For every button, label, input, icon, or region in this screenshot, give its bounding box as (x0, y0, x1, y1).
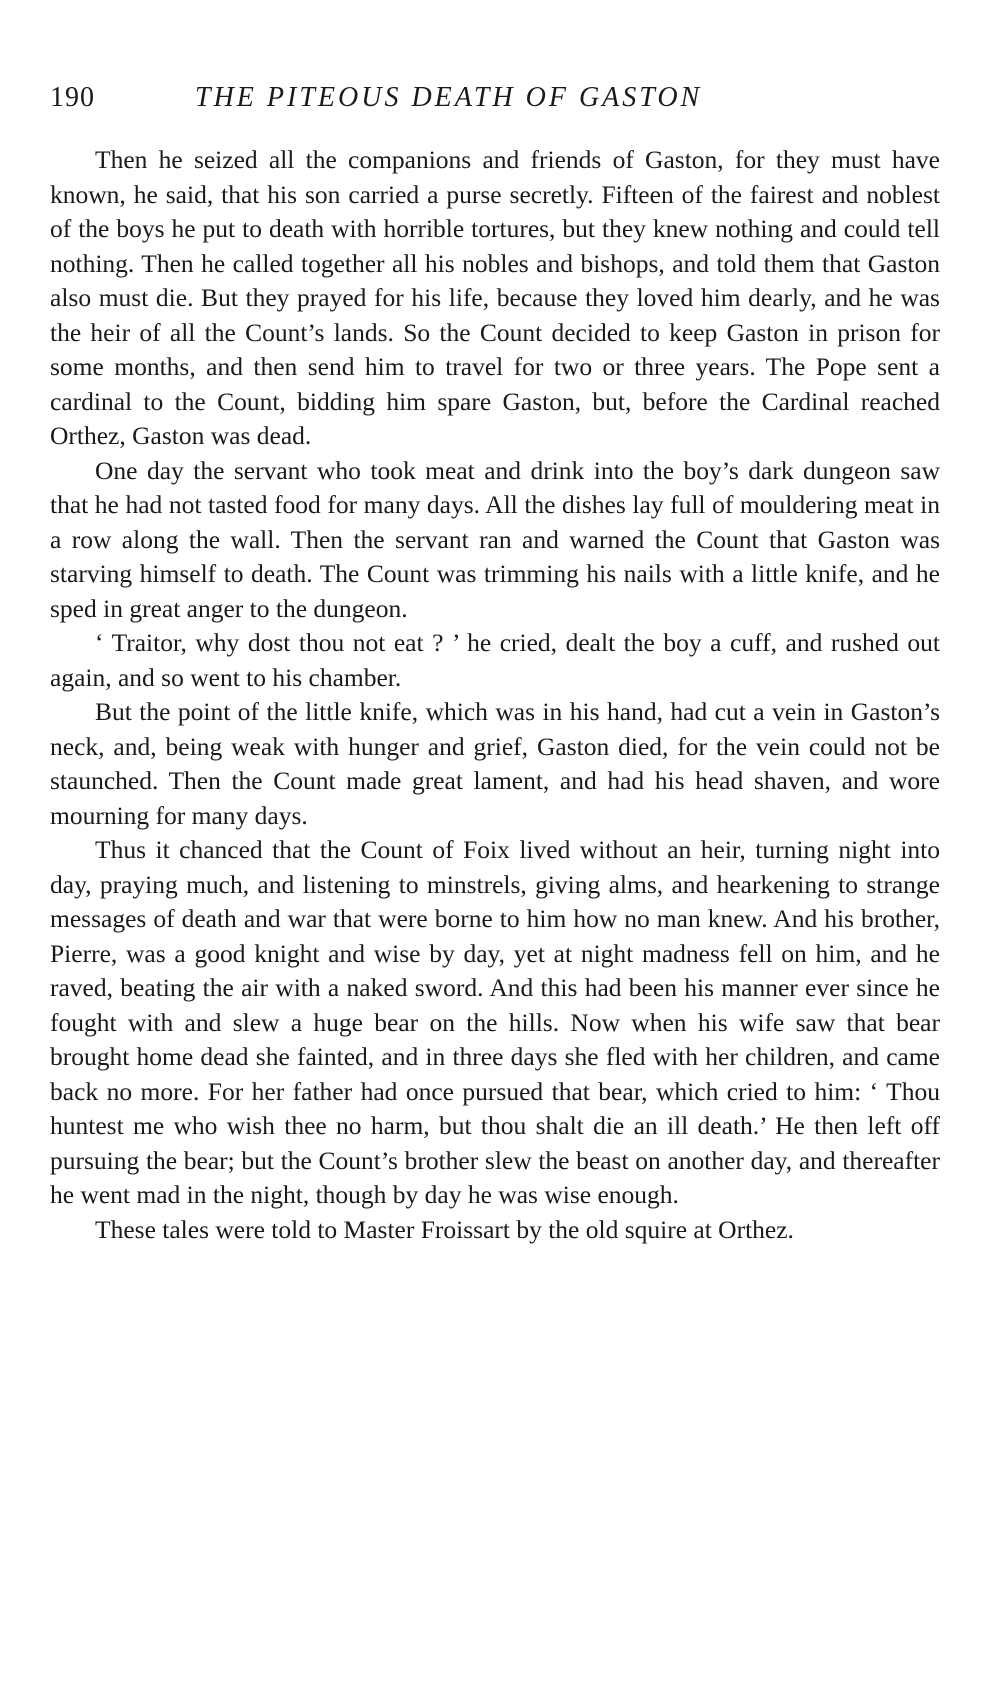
paragraph: Thus it chanced that the Count of Foix lived without an heir, turning night into day, praying much, and listening to minstrels, giving alms, and hearkening to strange messages of death and war that were borne to him how no man knew. And his brother, Pierre, was a good knight and wise by day, yet at night madness fell on him, and he raved, beating the air with a naked sword. And this had been his manner ever since he fought with and slew a huge bear on the hills. Now when his wife saw that bear brought home dead she fainted, and in three days she fled with her children, and came back no more. For her father had once pursued that bear, which cried to him: ‘ Thou huntest me who wish thee no harm, but thou shalt die an ill death.’ He then left off pursuing the bear; but the Count’s brother slew the beast on another day, and thereafter he went mad in the night, though by day he was wise enough. (50, 835, 940, 1209)
paragraph: Then he seized all the companions and friends of Gaston, for they must have known, he said, that his son carried a purse secretly. Fifteen of the fairest and noblest of the boys he put to death with horrible tortures, but they knew nothing and could tell nothing. Then he called together all his nobles and bishops, and told them that Gaston also must die. But they prayed for his life, because they loved him dearly, and he was the heir of all the Count’s lands. So the Count decided to keep Gaston in prison for some months, and then send him to travel for two or three years. The Pope sent a cardinal to the Count, bidding him spare Gaston, but, before the Cardinal reached Orthez, Gaston was dead. (50, 145, 940, 450)
page-header (50, 82, 950, 122)
body-text (50, 143, 940, 1247)
page-number: 190 (50, 82, 95, 113)
running-title: THE PITEOUS DEATH OF GASTON (195, 82, 703, 113)
paragraph: But the point of the little knife, which was in his hand, had cut a vein in Gaston’s neck, and, being weak with hunger and grief, Gaston died, for the vein could not be staunched. Then the Count made great lament, and had his head shaven, and wore mourning for many days. (50, 697, 940, 830)
paragraph: ‘ Traitor, why dost thou not eat ? ’ he cried, dealt the boy a cuff, and rushed out again, and so went to his chamber. (50, 628, 940, 692)
paragraph: One day the servant who took meat and drink into the boy’s dark dungeon saw that he had not tasted food for many days. All the dishes lay full of mouldering meat in a row along the wall. Then the servant ran and warned the Count that Gaston was starving himself to death. The Count was trimming his nails with a little knife, and he sped in great anger to the dungeon. (50, 455, 940, 623)
paragraph: These tales were told to Master Froissart by the old squire at Orthez. (95, 1214, 794, 1244)
